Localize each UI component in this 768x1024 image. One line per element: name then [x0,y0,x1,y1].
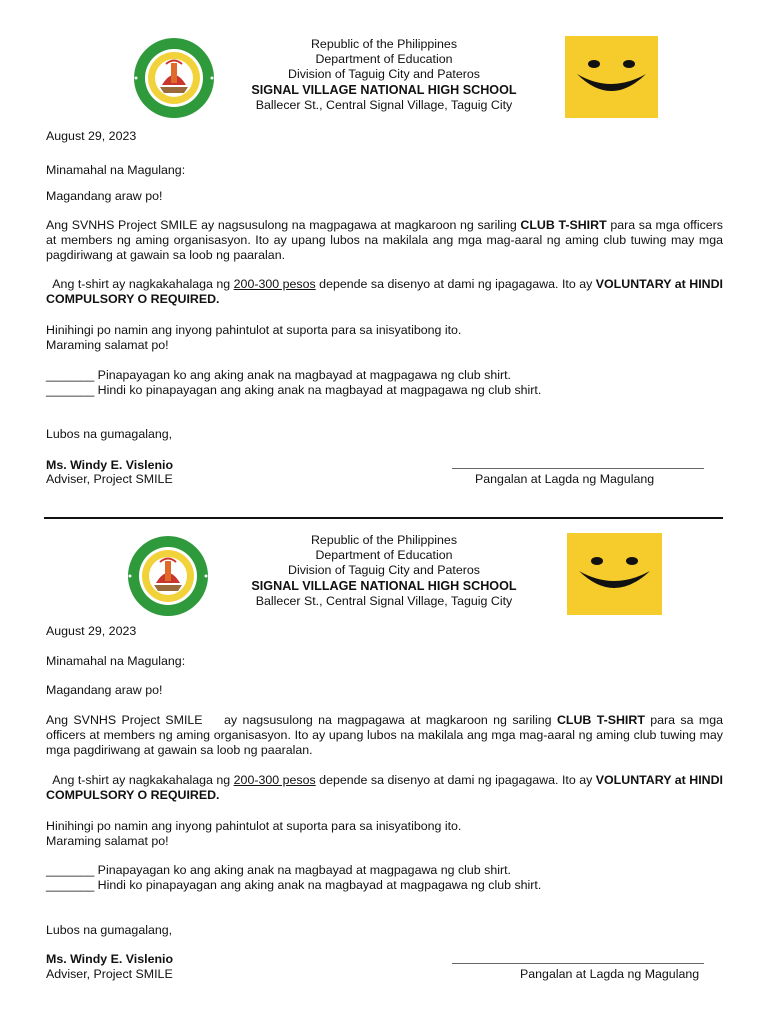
division-line: Division of Taguig City and Pateros [288,563,480,578]
closing: Lubos na gumagalang, [46,923,173,937]
request-line: Hinihingi po namin ang inyong pahintulot at suporta para sa inisyatibong ito. [46,819,462,833]
greeting: Magandang araw po! [46,683,163,697]
voluntary-notice: VOLUNTARY at HINDI COMPULSORY O REQUIRED. [46,277,723,306]
school-name: SIGNAL VILLAGE NATIONAL HIGH SCHOOL [251,578,517,593]
school-name: SIGNAL VILLAGE NATIONAL HIGH SCHOOL [251,82,517,97]
project-smile-logo [565,36,658,118]
thanks-line: Maraming salamat po! [46,338,169,352]
price-range: 200-300 pesos [233,773,316,787]
consent-option-no[interactable]: _______ Hindi ko pinapayagan ang aking anak na magbayad at magpagawa ng club shirt. [46,383,542,397]
parent-signature-line[interactable] [452,468,704,469]
paragraph-cost: Ang t-shirt ay nagkakahalaga ng 200-300 pesos depende sa disenyo at dami ng ipagagawa. Ito ay VOLUNTARY at HINDI COMPULSORY O REQUIRED. [46,277,723,306]
department-line: Department of Education [315,548,453,563]
salutation: Minamahal na Magulang: [46,654,186,668]
letter-date: August 29, 2023 [46,129,137,143]
price-range: 200-300 pesos [233,277,316,291]
republic-line: Republic of the Philippines [310,533,458,547]
department-line: Department of Education [315,52,453,67]
consent-option-no[interactable]: _______ Hindi ko pinapayagan ang aking anak na magbayad at magpagawa ng club shirt. [46,878,542,892]
consent-option-yes[interactable]: _______ Pinapayagan ko ang aking anak na magbayad at magpagawa ng club shirt. [46,863,511,877]
parent-signature-label: Pangalan at Lagda ng Magulang [475,472,655,486]
signer-name: Ms. Windy E. Vislenio [46,458,174,472]
consent-option-yes[interactable]: _______ Pinapayagan ko ang aking anak na magbayad at magpagawa ng club shirt. [46,368,511,382]
parent-signature-label: Pangalan at Lagda ng Magulang [520,967,700,981]
school-address: Ballecer St., Central Signal Village, Taguig City [255,97,513,112]
closing: Lubos na gumagalang, [46,427,173,441]
thanks-line: Maraming salamat po! [46,834,169,848]
permission-letter-2 [0,520,768,1024]
salutation: Minamahal na Magulang: [46,163,186,177]
division-line: Division of Taguig City and Pateros [288,67,480,82]
signer-name: Ms. Windy E. Vislenio [46,952,174,966]
project-smile-logo [567,533,662,615]
signer-title: Adviser, Project SMILE [46,967,173,981]
club-tshirt-emphasis: CLUB T-SHIRT [556,713,645,727]
parent-signature-line[interactable] [452,963,704,964]
voluntary-notice: VOLUNTARY at HINDI COMPULSORY O REQUIRED. [46,773,723,802]
paragraph-club-shirt: Ang SVNHS Project SMILE ay nagsusulong na magpagawa at magkaroon ng sariling CLUB T-SHIRT para sa mga officers at members ng aming organisasyon. Ito ay upang lubos na makilala ang mga mag-aaral ng aming club tuwing may mga pagdiriwang at gawain sa loob ng paaralan. [46,713,723,757]
school-address: Ballecer St., Central Signal Village, Taguig City [255,593,513,608]
greeting: Magandang araw po! [46,189,163,203]
paragraph-cost: Ang t-shirt ay nagkakahalaga ng 200-300 pesos depende sa disenyo at dami ng ipagagawa. Ito ay VOLUNTARY at HINDI COMPULSORY O REQUIRED. [46,773,723,802]
paragraph-club-shirt: Ang SVNHS Project SMILE ay nagsusulong na magpagawa at magkaroon ng sariling CLUB T-SHIRT para sa mga officers at members ng aming organisasyon. Ito ay upang lubos na makilala ang mga mag-aaral ng aming club tuwing may mga pagdiriwang at gawain sa loob ng paaralan. [46,218,723,262]
republic-line: Republic of the Philippines [310,37,458,51]
cut-line-divider [44,517,723,519]
request-line: Hinihingi po namin ang inyong pahintulot at suporta para sa inisyatibong ito. [46,323,462,337]
signer-title: Adviser, Project SMILE [46,472,173,486]
club-tshirt-emphasis: CLUB T-SHIRT [520,218,607,232]
letter-date: August 29, 2023 [46,624,137,638]
